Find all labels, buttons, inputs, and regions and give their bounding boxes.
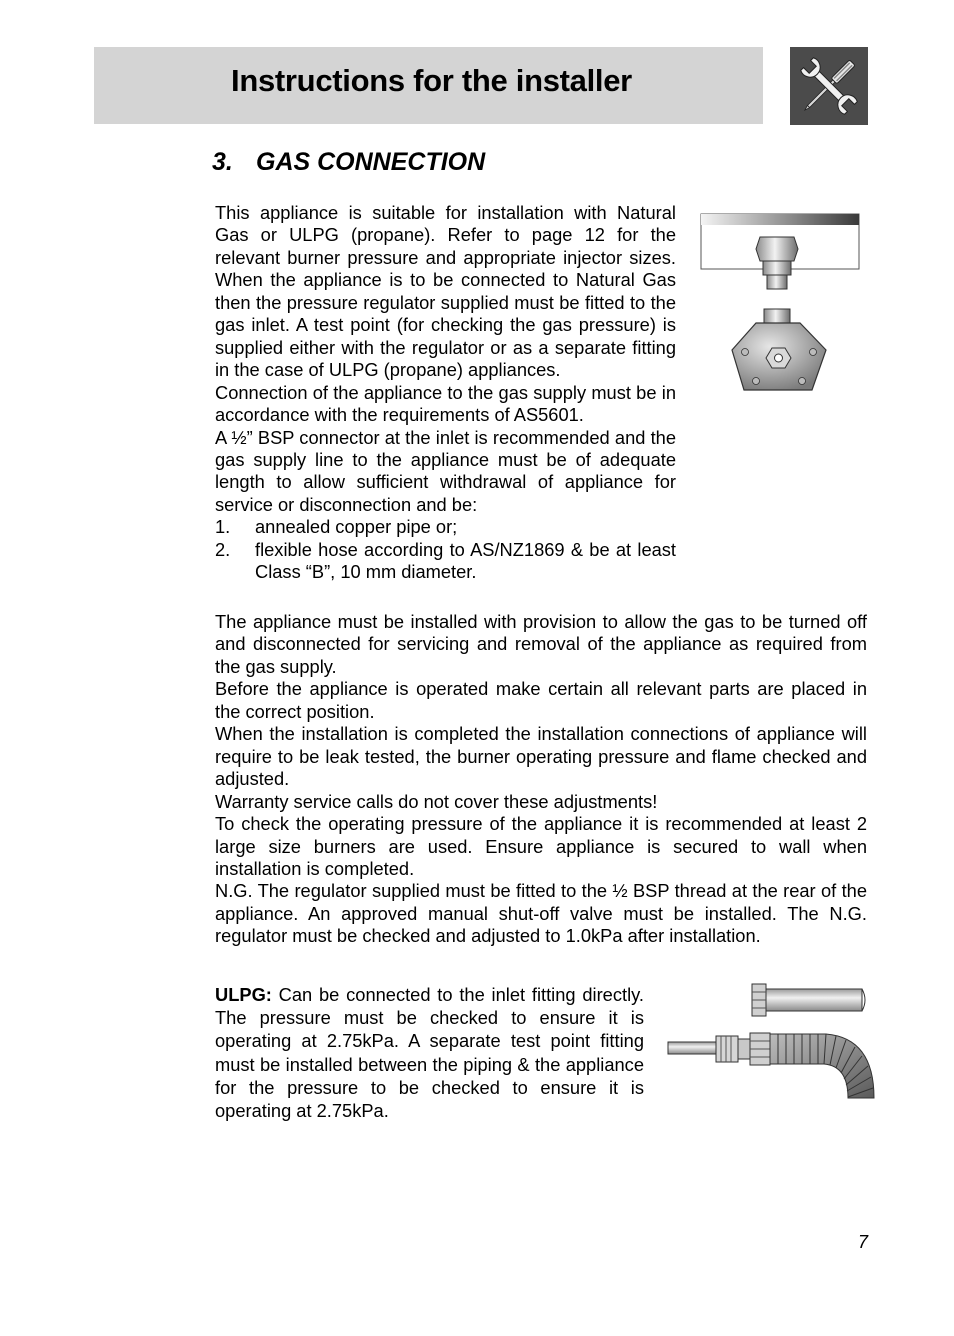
page-number: 7	[858, 1232, 869, 1252]
gas-supply-text	[215, 202, 676, 584]
pipe-options-list	[215, 516, 676, 583]
paragraph: N.G. The regulator supplied must be fitted to the ½ BSP thread at the rear of the appliance. An approved manual shut-off valve must be installed. The N.G. regulator must be checked and adjusted to 1.0kPa after installation.	[215, 880, 867, 947]
ulpg-label: ULPG:	[215, 984, 272, 1005]
paragraph: This appliance is suitable for installation with Natural Gas or ULPG (propane). Refer to page 12 for the relevant burner pressure and appropriate injector sizes. When the appliance is to be connected to Natural Gas then the pressure regulator supplied must be fitted to the gas inlet. A test point (for checking the gas pressure) is supplied either with the regulator or as a separate fitting in the case of ULPG (propane) appliances.	[215, 202, 676, 381]
section-title	[212, 148, 485, 177]
page-header-title: Instructions for the installer	[231, 63, 632, 98]
paragraph: A ½” BSP connector at the inlet is recommended and the gas supply line to the appliance must be of adequate length to allow sufficient withdrawal of appliance for service or disconnection and be:	[215, 426, 676, 515]
list-item-number: 2.	[215, 538, 231, 560]
tools-icon	[790, 47, 868, 125]
paragraph: Warranty service calls do not cover these adjustments!	[215, 790, 658, 812]
list-item	[215, 516, 676, 538]
list-item-text: flexible hose according to AS/NZ1869 & be at least Class “B”, 10 mm diameter.	[255, 538, 676, 583]
list-item-number: 1.	[215, 516, 231, 538]
paragraph	[215, 983, 644, 1122]
gas-regulator-illustration	[692, 205, 868, 408]
paragraph: When the installation is completed the installation connections of appliance will require to be leak tested, the burner operating pressure and flame checked and adjusted.	[215, 723, 867, 790]
gas-hose-illustration	[666, 978, 878, 1102]
paragraph: Before the appliance is operated make certain all relevant parts are placed in the correct position.	[215, 678, 867, 722]
ulpg-note	[215, 983, 644, 1122]
paragraph: Connection of the appliance to the gas supply must be in accordance with the requirements of AS5601.	[215, 381, 676, 426]
section-title-text: GAS CONNECTION	[256, 148, 486, 176]
installation-notes	[215, 611, 867, 948]
section-number: 3.	[212, 148, 233, 176]
paragraph: To check the operating pressure of the appliance it is recommended at least 2 large size burners are used. Ensure appliance is secured to wall when installation is completed.	[215, 813, 867, 879]
list-item	[215, 539, 676, 584]
ulpg-text: Can be connected to the inlet fitting directly. The pressure must be checked to ensure it is operating at 2.75kPa. A separate test point fitting must be installed between the piping & the appliance for the pressure to be checked to ensure it is operating at 2.75kPa.	[215, 984, 644, 1122]
paragraph: The appliance must be installed with provision to allow the gas to be turned off and disconnected for servicing and removal of the appliance as required from the gas supply.	[215, 611, 867, 677]
list-item-text: annealed copper pipe or;	[255, 516, 458, 538]
